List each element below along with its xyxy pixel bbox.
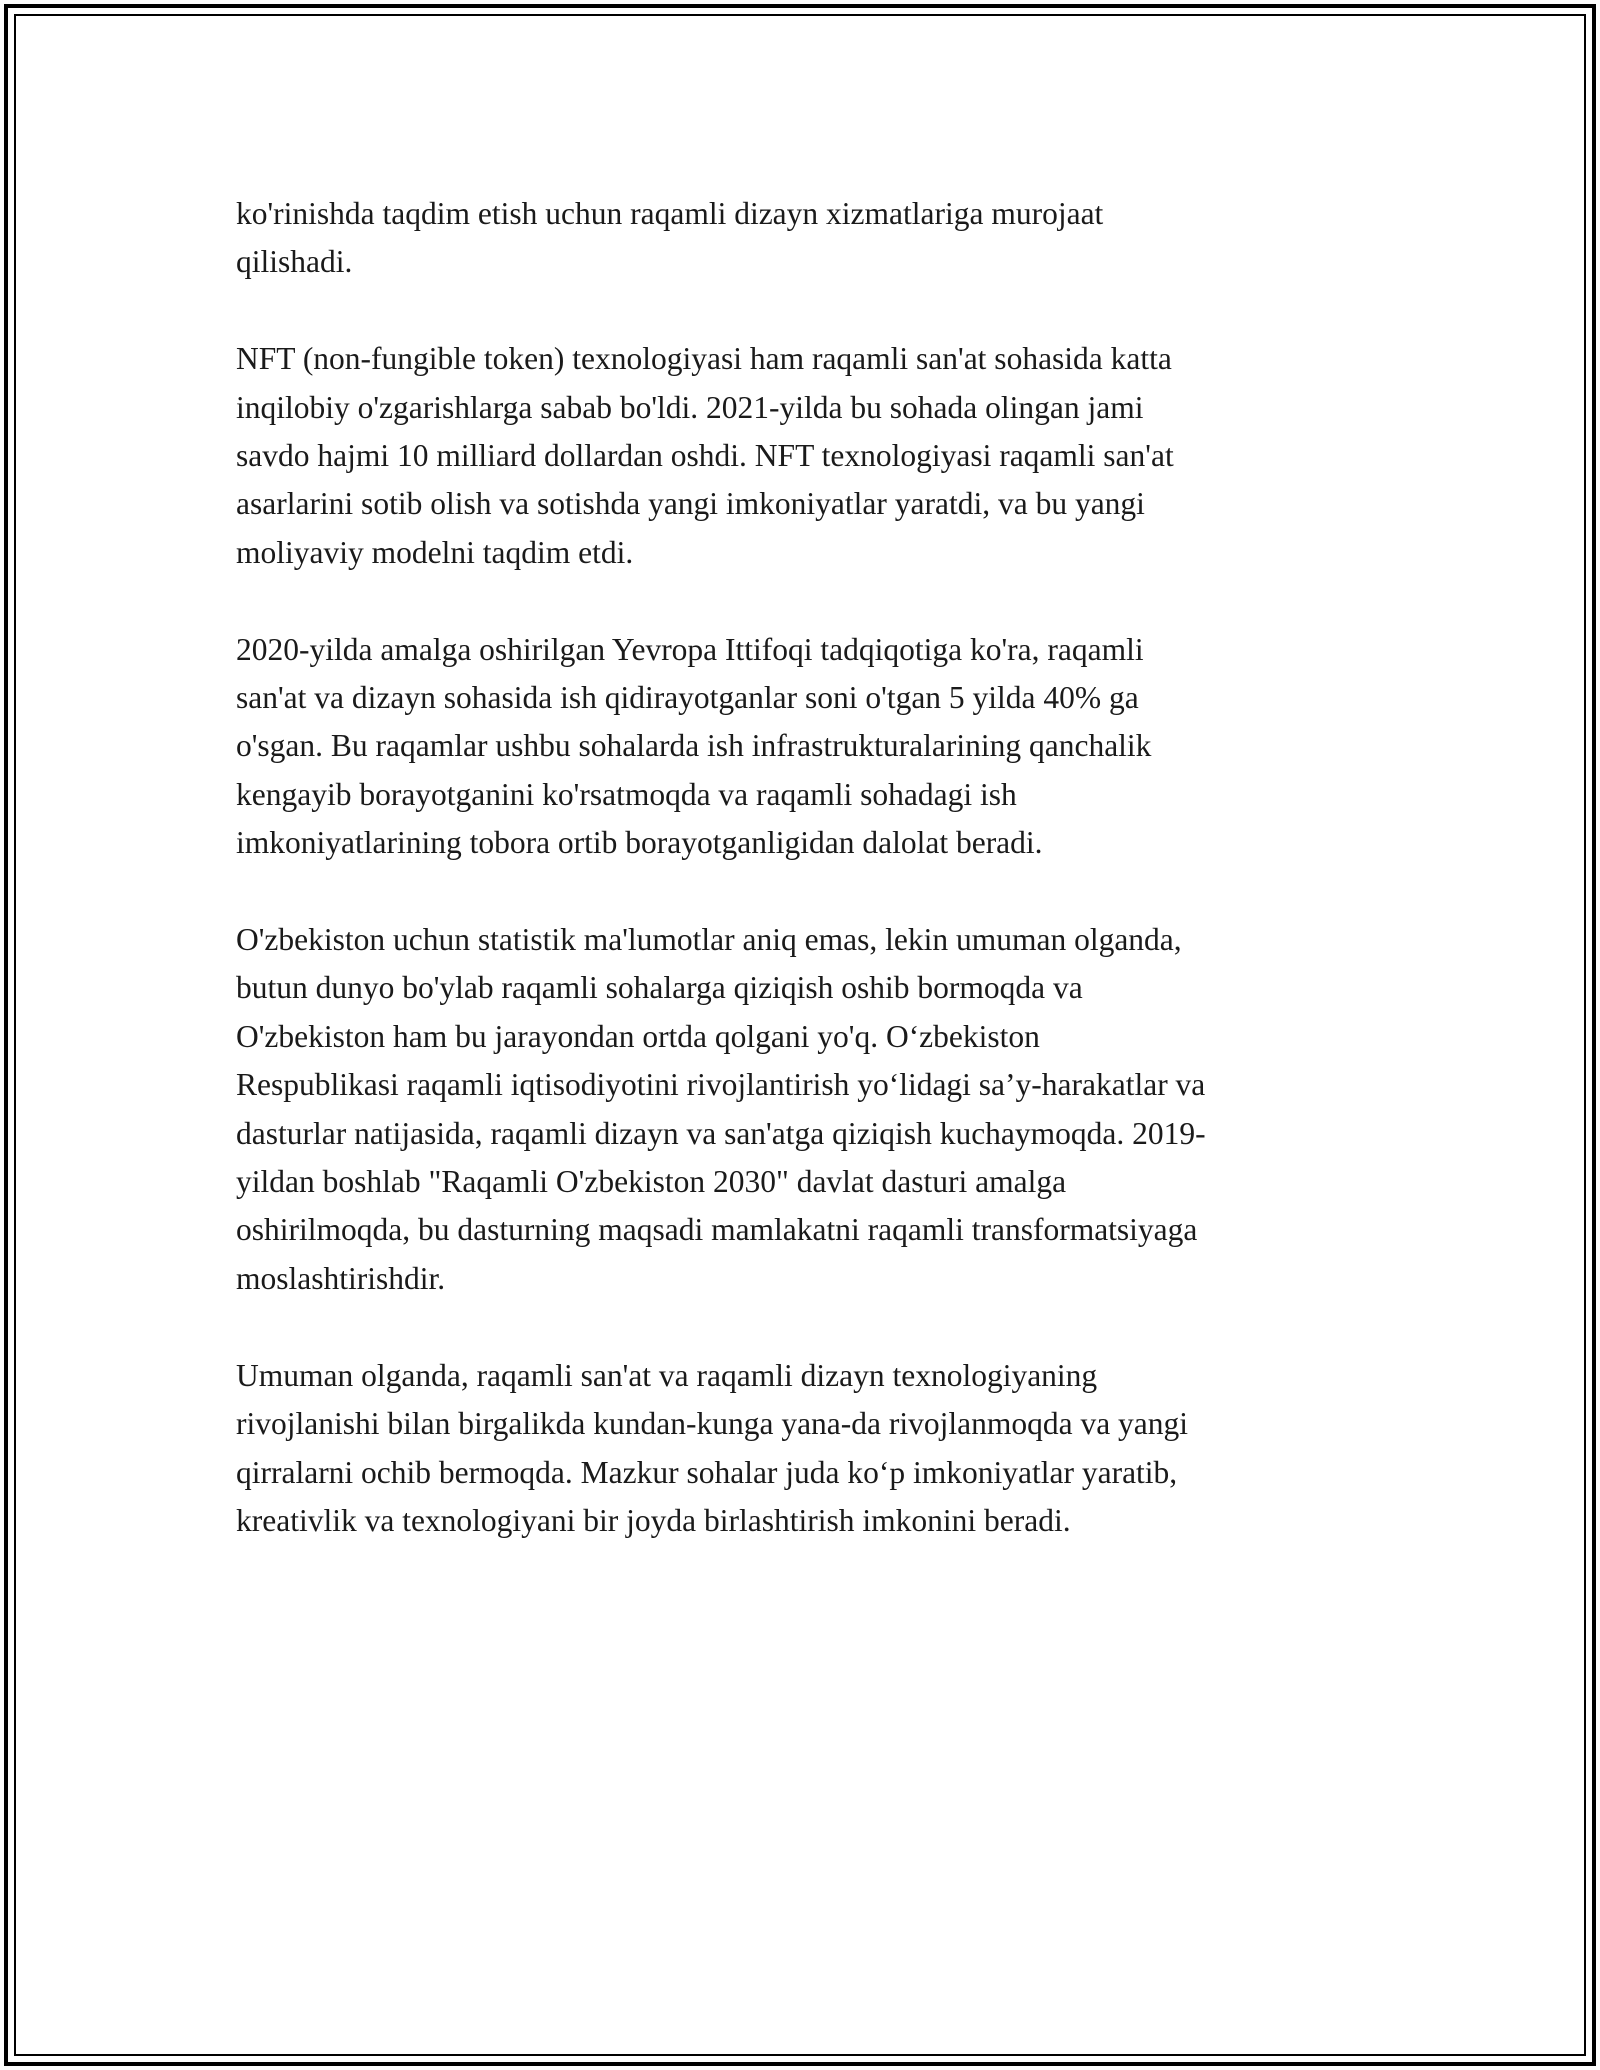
- paragraph-3: [236, 626, 1366, 868]
- text-line: imkoniyatlarining tobora ortib borayotganligidan dalolat beradi.: [236, 825, 1043, 861]
- text-line: Respublikasi raqamli iqtisodiyotini rivojlantirish yo‘lidagi sa’y-harakatlar va: [236, 1067, 1206, 1103]
- text-line: savdo hajmi 10 milliard dollardan oshdi. NFT texnologiyasi raqamli san'at: [236, 438, 1174, 474]
- paragraph-4: [236, 916, 1366, 1303]
- text-line: 2020-yilda amalga oshirilgan Yevropa Ittifoqi tadqiqotiga ko'ra, raqamli: [236, 631, 1144, 667]
- text-line: ko'rinishda taqdim etish uchun raqamli dizayn xizmatlariga murojaat: [236, 196, 1104, 231]
- paragraph-5: [236, 1352, 1366, 1546]
- paragraph-2: [236, 335, 1366, 577]
- text-line: kengayib borayotganini ko'rsatmoqda va raqamli sohadagi ish: [236, 776, 1017, 812]
- text-line: san'at va dizayn sohasida ish qidirayotganlar soni o'tgan 5 yilda 40% ga: [236, 680, 1139, 716]
- text-line: O'zbekiston ham bu jarayondan ortda qolgani yo'q. O‘zbekiston: [236, 1018, 1040, 1054]
- text-line: moliyaviy modelni taqdim etdi.: [236, 534, 634, 570]
- text-line: kreativlik va texnologiyani bir joyda birlashtirish imkonini beradi.: [236, 1502, 1071, 1538]
- text-line: dasturlar natijasida, raqamli dizayn va san'atga qiziqish kuchaymoqda. 2019-: [236, 1115, 1206, 1151]
- text-line: asarlarini sotib olish va sotishda yangi imkoniyatlar yaratdi, va bu yangi: [236, 486, 1145, 522]
- text-line: o'sgan. Bu raqamlar ushbu sohalarda ish infrastrukturalarining qanchalik: [236, 728, 1152, 764]
- text-line: butun dunyo bo'ylab raqamli sohalarga qiziqish oshib bormoqda va: [236, 970, 1083, 1006]
- text-line: qilishadi.: [236, 244, 353, 280]
- text-line: inqilobiy o'zgarishlarga sabab bo'ldi. 2021-yilda bu sohada olingan jami: [236, 389, 1144, 425]
- text-line: oshirilmoqda, bu dasturning maqsadi mamlakatni raqamli transformatsiyaga: [236, 1212, 1198, 1248]
- text-line: qirralarni ochib bermoqda. Mazkur sohalar juda ko‘p imkoniyatlar yaratib,: [236, 1454, 1178, 1490]
- text-line: yildan boshlab "Raqamli O'zbekiston 2030" davlat dasturi amalga: [236, 1164, 1067, 1200]
- paragraph-1: [236, 190, 1366, 287]
- text-line: moslashtirishdir.: [236, 1260, 446, 1296]
- text-line: Umuman olganda, raqamli san'at va raqamli dizayn texnologiyaning: [236, 1357, 1098, 1393]
- text-line: O'zbekiston uchun statistik ma'lumotlar aniq emas, lekin umuman olganda,: [236, 922, 1182, 958]
- text-line: NFT (non-fungible token) texnologiyasi ham raqamli san'at sohasida katta: [236, 341, 1172, 377]
- text-line: rivojlanishi bilan birgalikda kundan-kunga yana-da rivojlanmoqda va yangi: [236, 1406, 1189, 1442]
- document-body: [236, 190, 1366, 1594]
